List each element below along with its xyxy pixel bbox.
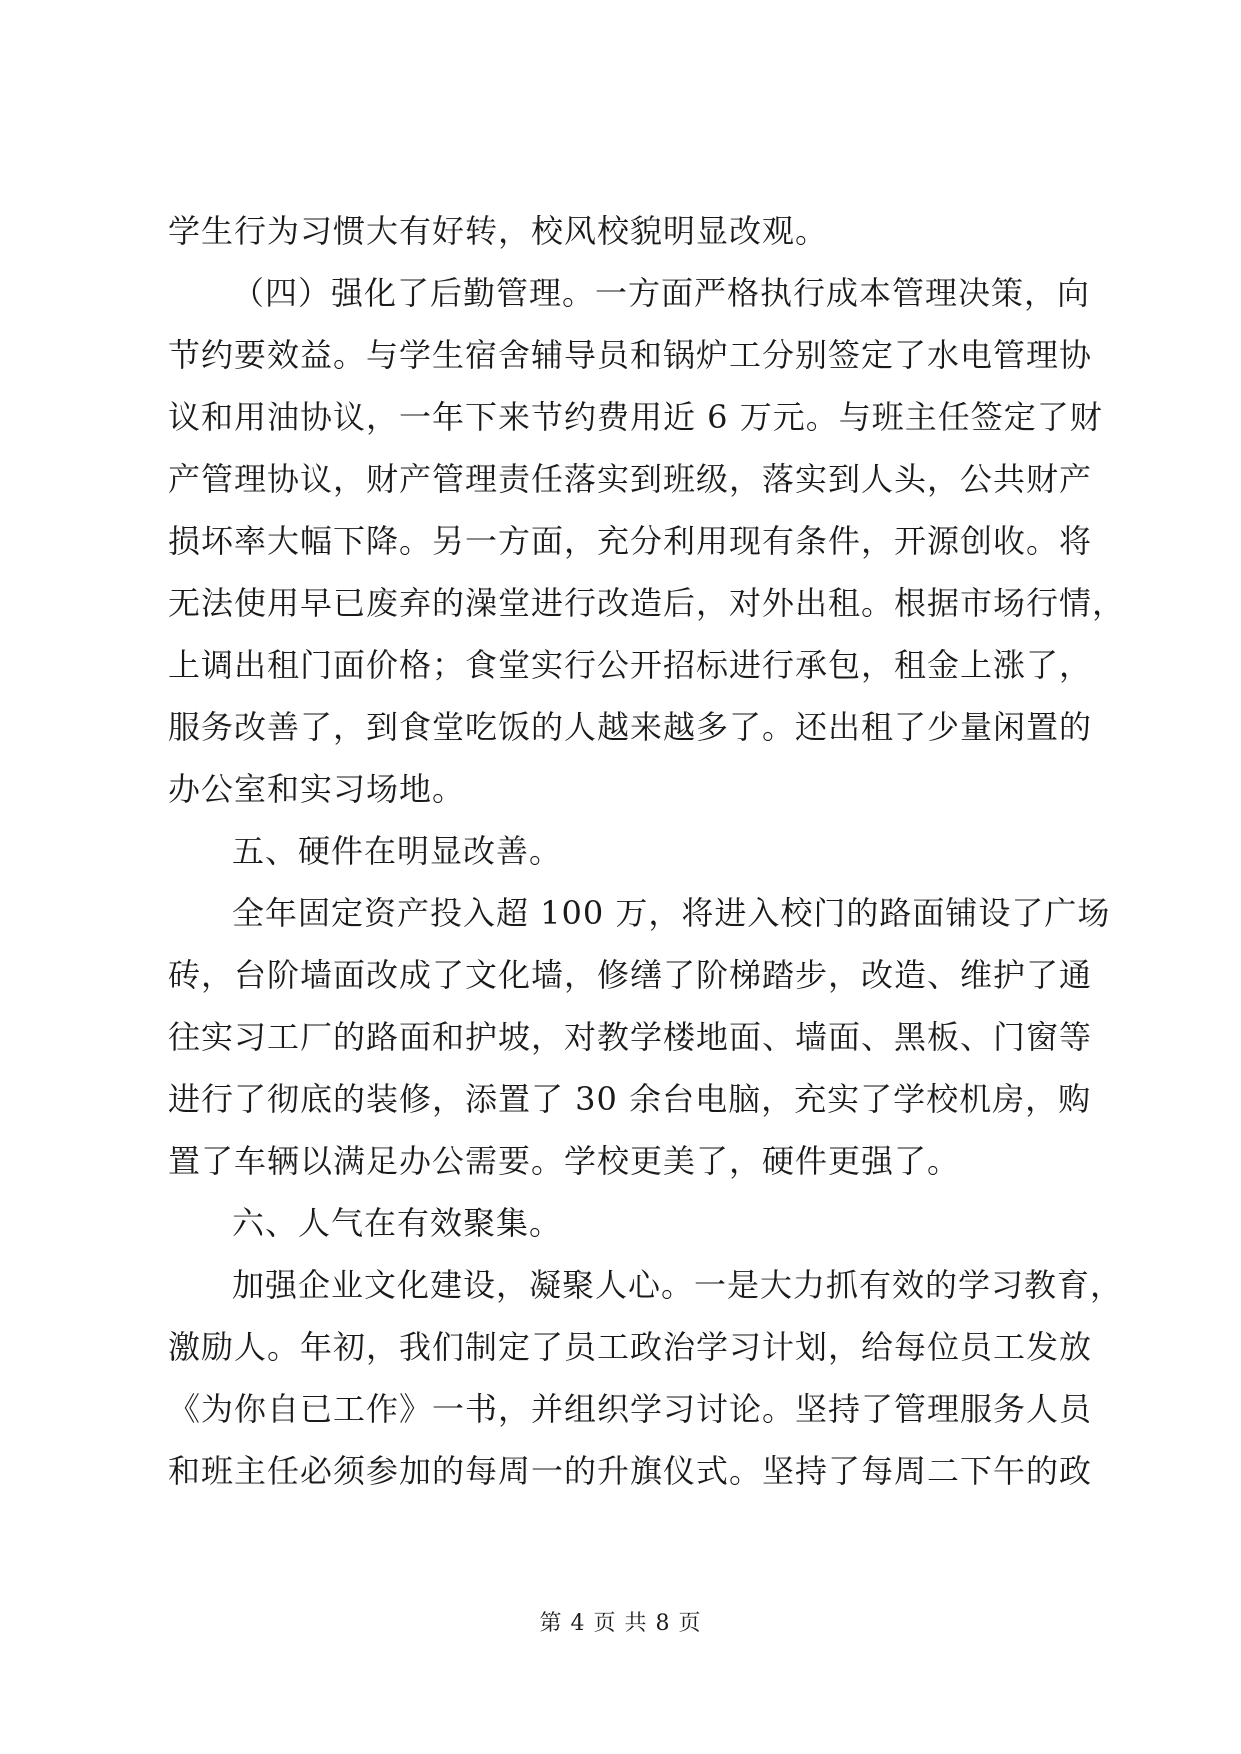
page-footer bbox=[0, 1606, 1241, 1637]
text-line: 上调出租门面价格；食堂实行公开招标进行承包，租金上涨了， bbox=[168, 646, 1093, 684]
text-line: 产管理协议，财产管理责任落实到班级，落实到人头，公共财产 bbox=[168, 460, 1093, 498]
text-line: 学生行为习惯大有好转，校风校貌明显改观。 bbox=[168, 212, 829, 250]
text-line: 节约要效益。与学生宿舍辅导员和锅炉工分别签定了水电管理协 bbox=[168, 336, 1093, 374]
text-line: 置了车辆以满足办公需要。学校更美了，硬件更强了。 bbox=[168, 1142, 961, 1180]
text-line: 全年固定资产投入超 100 万，将进入校门的路面铺设了广场 bbox=[232, 894, 1111, 932]
section-heading: 六、人气在有效聚集。 bbox=[232, 1204, 563, 1242]
text-line: 激励人。年初，我们制定了员工政治学习计划，给每位员工发放 bbox=[168, 1328, 1093, 1366]
text-line: 和班主任必须参加的每周一的升旗仪式。坚持了每周二下午的政 bbox=[168, 1452, 1093, 1490]
text-line: 损坏率大幅下降。另一方面，充分利用现有条件，开源创收。将 bbox=[168, 522, 1093, 560]
text-line: 无法使用早已废弃的澡堂进行改造后，对外出租。根据市场行情， bbox=[168, 584, 1126, 622]
section-heading: 五、硬件在明显改善。 bbox=[232, 832, 563, 870]
document-body bbox=[168, 200, 1126, 1502]
text-line: （四）强化了后勤管理。一方面严格执行成本管理决策，向 bbox=[232, 274, 1091, 312]
text-line: 办公室和实习场地。 bbox=[168, 770, 466, 808]
text-line: 《为你自已工作》一书，并组织学习讨论。坚持了管理服务人员 bbox=[168, 1390, 1093, 1428]
text-line: 议和用油协议，一年下来节约费用近 6 万元。与班主任签定了财 bbox=[168, 398, 1103, 436]
text-line: 砖，台阶墙面改成了文化墙，修缮了阶梯踏步，改造、维护了通 bbox=[168, 956, 1093, 994]
text-line: 往实习工厂的路面和护坡，对教学楼地面、墙面、黑板、门窗等 bbox=[168, 1018, 1093, 1056]
page-number-indicator: 第 4 页 共 8 页 bbox=[539, 1611, 702, 1636]
text-line: 服务改善了，到食堂吃饭的人越来越多了。还出租了少量闲置的 bbox=[168, 708, 1093, 746]
text-line: 进行了彻底的装修，添置了 30 余台电脑，充实了学校机房，购 bbox=[168, 1080, 1092, 1118]
text-line: 加强企业文化建设，凝聚人心。一是大力抓有效的学习教育， bbox=[232, 1266, 1124, 1304]
